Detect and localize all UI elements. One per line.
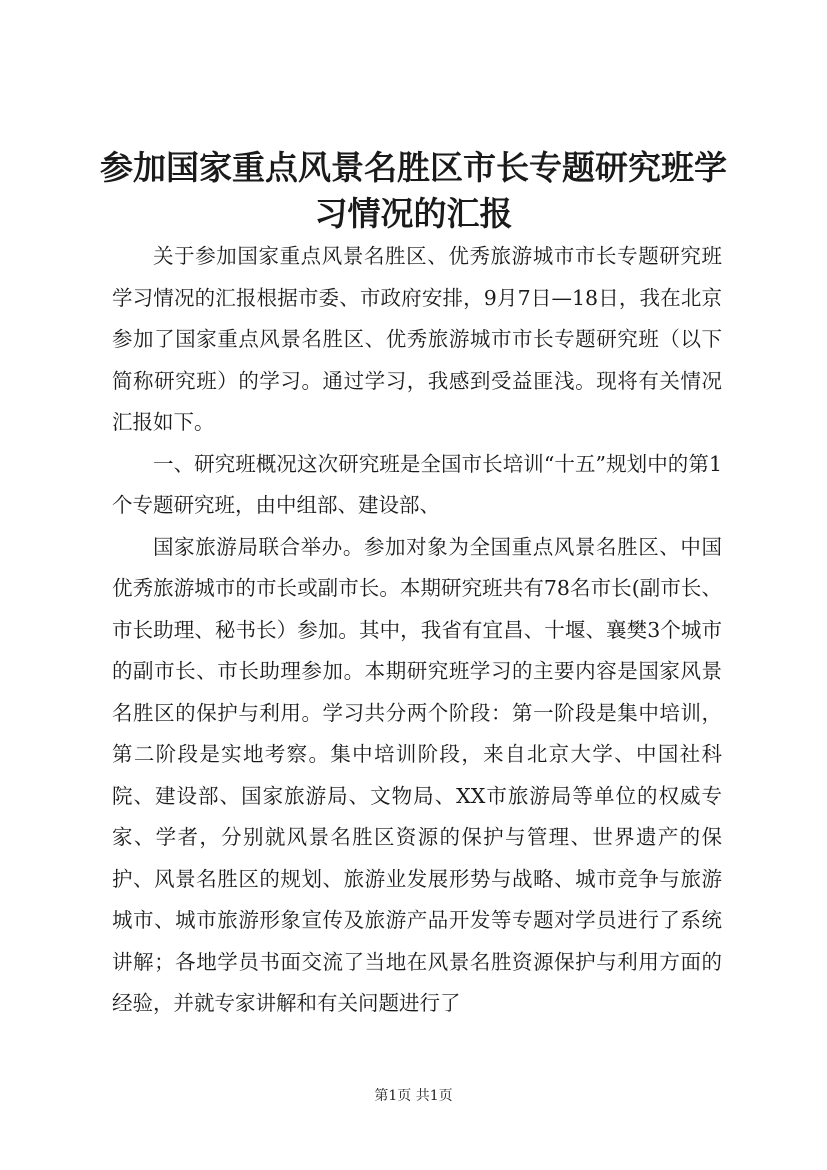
paragraph-intro: 关于参加国家重点风景名胜区、优秀旅游城市市长专题研究班学习情况的汇报根据市委、市政府安排，9月7日—18日，我在北京参加了国家重点风景名胜区、优秀旅游城市市长专题研究班（以下简称研究班）的学习。通过学习，我感到受益匪浅。现将有关情况汇报如下。	[112, 244, 722, 434]
page-number-footer: 第1页 共1页	[374, 1088, 453, 1104]
document-title: 参加国家重点风景名胜区市长专题研究班学习情况的汇报	[100, 148, 727, 233]
paragraph-section-one: 一、研究班概况这次研究班是全国市长培训“十五”规划中的第1个专题研究班，由中组部、建设部、	[112, 451, 722, 517]
document-body	[112, 236, 722, 1025]
paragraph-details: 国家旅游局联合举办。参加对象为全国重点风景名胜区、中国优秀旅游城市的市长或副市长。本期研究班共有78名市长(副市长、市长助理、秘书长）参加。其中，我省有宜昌、十堰、襄樊3个城市的副市长、市长助理参加。本期研究班学习的主要内容是国家风景名胜区的保护与利用。学习共分两个阶段：第一阶段是集中培训，第二阶段是实地考察。集中培训阶段，来自北京大学、中国社科院、建设部、国家旅游局、文物局、XX市旅游局等单位的权威专家、学者，分别就风景名胜区资源的保护与管理、世界遗产的保护、风景名胜区的规划、旅游业发展形势与战略、城市竞争与旅游城市、城市旅游形象宣传及旅游产品开发等专题对学员进行了系统讲解；各地学员书面交流了当地在风景名胜资源保护与利用方面的经验，并就专家讲解和有关问题进行了	[112, 534, 722, 1015]
